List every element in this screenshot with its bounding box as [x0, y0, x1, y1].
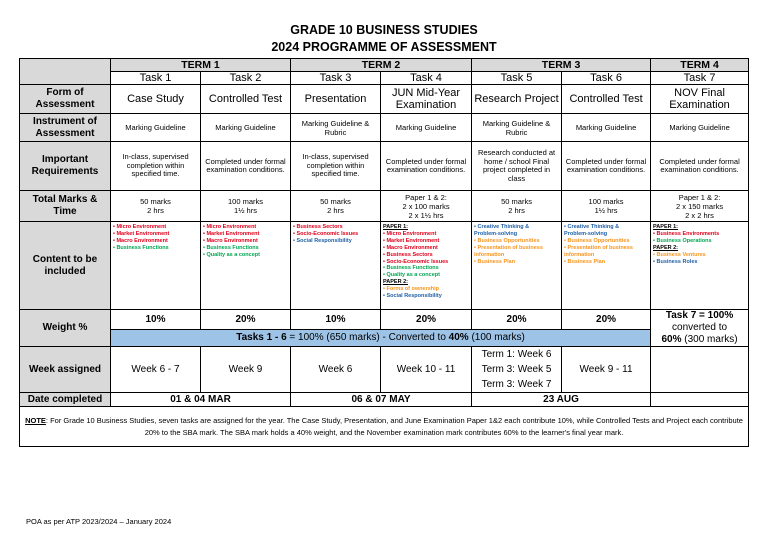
doc-title: GRADE 10 BUSINESS STUDIES — [290, 23, 478, 37]
content-cell: PAPER 1: • Micro Environment • Market Environment • Macro Environment • Business Sectors • Socio-Economic Issues • Business Functions • Quality as a concept PAPER 2: • Forms of ownership • Social Responsibility — [381, 222, 472, 310]
week-cell: Week 9 - 11 — [562, 347, 651, 393]
content-cell: • Creative Thinking & Problem-solving • Business Opportunities • Presentation of business information • Business Plan — [562, 222, 651, 310]
task-7-weight-cell: Task 7 = 100% converted to 60% (300 marks) — [651, 310, 749, 347]
row-label-weight: Weight % — [20, 310, 111, 347]
weight-cell: 10% — [291, 310, 381, 330]
week-cell: Week 10 - 11 — [381, 347, 472, 393]
note-cell: NOTE: For Grade 10 Business Studies, seven tasks are assigned for the year. The Case Study, Presentation, and June Examination Paper 1&2 each contribute 10%, while Controlled Tests and Project each contribute 20% to the SBA mark. The SBA mark holds a 40% weight, and the November examination mark contributes 60% to the learner's final year mark. — [20, 407, 749, 447]
form-cell: Research Project — [472, 85, 562, 114]
row-label-requirements: Important Requirements — [20, 142, 111, 191]
requirement-cell: Completed under formal examination conditions. — [651, 142, 749, 191]
marks-cell: 50 marks 2 hrs — [472, 191, 562, 222]
instrument-cell: Marking Guideline — [381, 114, 472, 142]
weight-cell: 20% — [201, 310, 291, 330]
content-cell: • Micro Environment • Market Environment • Macro Environment • Business Functions — [111, 222, 201, 310]
instrument-cell: Marking Guideline — [562, 114, 651, 142]
instrument-cell: Marking Guideline & Rubric — [291, 114, 381, 142]
date-term-4 — [651, 393, 749, 407]
requirement-cell: In-class, supervised completion within specified time. — [291, 142, 381, 191]
row-label-date: Date completed — [20, 393, 111, 407]
instrument-cell: Marking Guideline — [201, 114, 291, 142]
term-1-header: TERM 1 — [111, 59, 291, 72]
term-2-header: TERM 2 — [291, 59, 472, 72]
weight-cell: 20% — [472, 310, 562, 330]
weight-cell: 10% — [111, 310, 201, 330]
task-4-header: Task 4 — [381, 72, 472, 85]
requirement-cell: Completed under formal examination conditions. — [562, 142, 651, 191]
row-label-form: Form of Assessment — [20, 85, 111, 114]
task-2-header: Task 2 — [201, 72, 291, 85]
instrument-cell: Marking Guideline — [111, 114, 201, 142]
date-term-1: 01 & 04 MAR — [111, 393, 291, 407]
tasks-summary-bar: Tasks 1 - 6 = 100% (650 marks) - Converted to 40% (100 marks) — [111, 329, 651, 346]
task-7-header: Task 7 — [651, 72, 749, 85]
row-label-instrument: Instrument of Assessment — [20, 114, 111, 142]
task-6-header: Task 6 — [562, 72, 651, 85]
row-label-marks: Total Marks & Time — [20, 191, 111, 222]
date-term-2: 06 & 07 MAY — [291, 393, 472, 407]
instrument-cell: Marking Guideline — [651, 114, 749, 142]
doc-subtitle: 2024 PROGRAMME OF ASSESSMENT — [271, 40, 497, 54]
form-cell: JUN Mid-Year Examination — [381, 85, 472, 114]
assessment-table — [19, 58, 749, 447]
week-cell-empty — [651, 347, 749, 393]
task-3-header: Task 3 — [291, 72, 381, 85]
form-cell: NOV Final Examination — [651, 85, 749, 114]
requirement-cell: Completed under formal examination conditions. — [381, 142, 472, 191]
content-cell: • Creative Thinking & Problem-solving • Business Opportunities • Presentation of business information • Business Plan — [472, 222, 562, 310]
content-cell: • Micro Environment • Market Environment • Macro Environment • Business Functions • Quality as a concept — [201, 222, 291, 310]
content-cell: PAPER 1: • Business Environments • Business Operations PAPER 2: • Business Ventures • Business Roles — [651, 222, 749, 310]
requirement-cell: Research conducted at home / school Final project completed in class — [472, 142, 562, 191]
task-1-header: Task 1 — [111, 72, 201, 85]
task-5-header: Task 5 — [472, 72, 562, 85]
row-label-content: Content to be included — [20, 222, 111, 310]
marks-cell: Paper 1 & 2: 2 x 100 marks 2 x 1½ hrs — [381, 191, 472, 222]
date-term-3: 23 AUG — [472, 393, 651, 407]
week-cell: Week 9 — [201, 347, 291, 393]
form-cell: Case Study — [111, 85, 201, 114]
row-label-week: Week assigned — [20, 347, 111, 393]
week-cell: Week 6 - 7 — [111, 347, 201, 393]
week-cell: Term 1: Week 6 Term 3: Week 5 Term 3: Week 7 — [472, 347, 562, 393]
marks-cell: 100 marks 1½ hrs — [201, 191, 291, 222]
footer-text: POA as per ATP 2023/2024 – January 2024 — [26, 517, 172, 526]
form-cell: Controlled Test — [201, 85, 291, 114]
week-cell: Week 6 — [291, 347, 381, 393]
form-cell: Presentation — [291, 85, 381, 114]
requirement-cell: Completed under formal examination conditions. — [201, 142, 291, 191]
term-3-header: TERM 3 — [472, 59, 651, 72]
marks-cell: Paper 1 & 2: 2 x 150 marks 2 x 2 hrs — [651, 191, 749, 222]
corner-cell — [20, 59, 111, 85]
weight-cell: 20% — [562, 310, 651, 330]
form-cell: Controlled Test — [562, 85, 651, 114]
marks-cell: 50 marks 2 hrs — [111, 191, 201, 222]
requirement-cell: In-class, supervised completion within specified time. — [111, 142, 201, 191]
content-cell: • Business Sectors • Socio-Economic Issues • Social Responsibility — [291, 222, 381, 310]
weight-cell: 20% — [381, 310, 472, 330]
marks-cell: 50 marks 2 hrs — [291, 191, 381, 222]
term-4-header: TERM 4 — [651, 59, 749, 72]
instrument-cell: Marking Guideline & Rubric — [472, 114, 562, 142]
marks-cell: 100 marks 1½ hrs — [562, 191, 651, 222]
